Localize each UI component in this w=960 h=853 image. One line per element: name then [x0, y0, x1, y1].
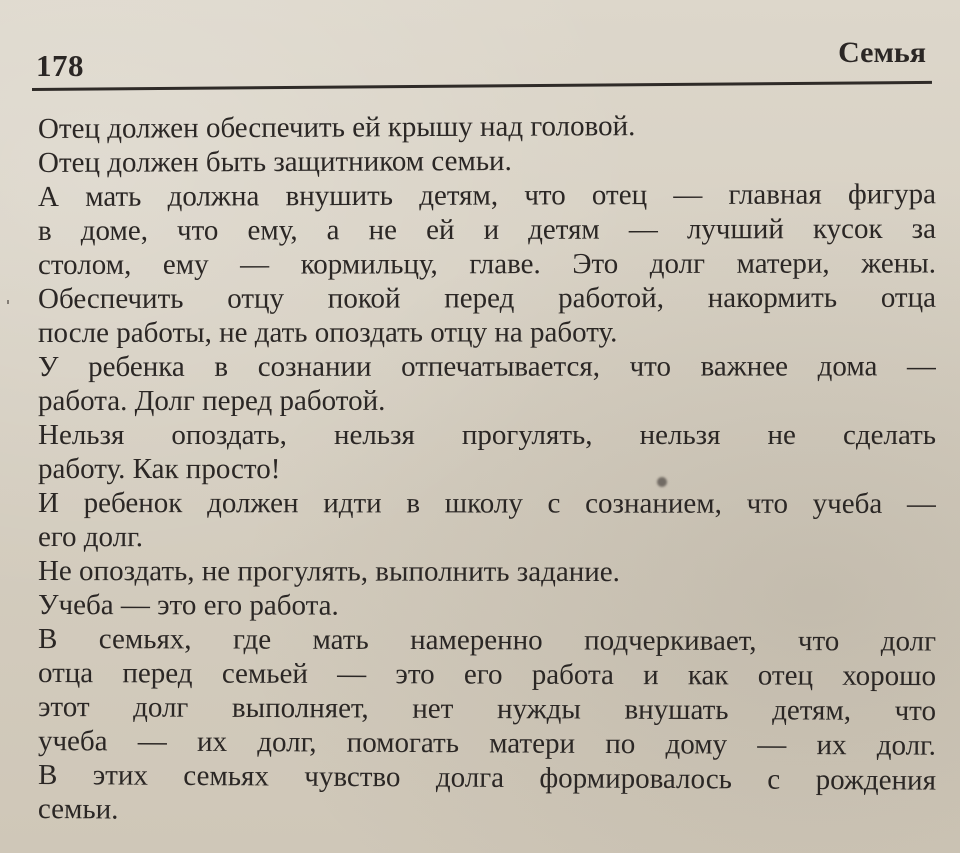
text-line-5: столом, ему — кормильцу, главе. Это долг матери, жены. — [37, 247, 937, 281]
header-rule — [32, 81, 932, 91]
page-header — [32, 36, 932, 96]
text-line-14: Не опоздать, не прогулять, выполнить задание. — [37, 555, 620, 589]
text-line-21: семьи. — [37, 793, 119, 826]
page-mark — [7, 300, 9, 304]
text-line-8: У ребенка в сознании отпечатывается, что важнее дома — — [37, 350, 937, 383]
text-line-12: И ребенок должен идти в школу с сознанием, что учеба — — [37, 487, 937, 520]
text-line-1: Отец должен обеспечить ей крышу над головой. — [37, 110, 636, 145]
text-line-3: А мать должна внушить детям, что отец — главная фигура — [37, 178, 937, 213]
page-number: 178 — [36, 48, 84, 83]
text-line-19: учеба — их долг, помогать матери по дому — их долг. — [37, 725, 937, 762]
running-title: Семья — [838, 36, 926, 69]
text-line-16: В семьях, где мать намеренно подчеркивает, что долг — [37, 623, 937, 658]
text-line-17: отца перед семьей — это его работа и как отец хорошо — [37, 657, 937, 693]
text-line-2: Отец должен быть защитником семьи. — [37, 145, 512, 179]
text-line-6: Обеспечить отцу покой перед работой, накормить отца — [37, 281, 937, 315]
text-line-15: Учеба — это его работа. — [37, 589, 339, 622]
text-line-9: работа. Долг перед работой. — [37, 384, 386, 417]
text-line-13: его долг. — [37, 521, 144, 554]
text-line-20: В этих семьях чувство долга формировалось с рождения — [37, 759, 937, 797]
text-line-11: работу. Как просто! — [37, 453, 281, 486]
text-line-10: Нельзя опоздать, нельзя прогулять, нельзя не сделать — [38, 419, 936, 451]
text-line-4: в доме, что ему, а не ей и детям — лучший кусок за — [37, 212, 937, 247]
ink-smudge — [657, 477, 667, 487]
text-line-18: этот долг выполняет, нет нужды внушать детям, что — [37, 691, 937, 728]
body-text — [38, 112, 936, 826]
text-line-7: после работы, не дать опоздать отцу на работу. — [37, 316, 618, 349]
